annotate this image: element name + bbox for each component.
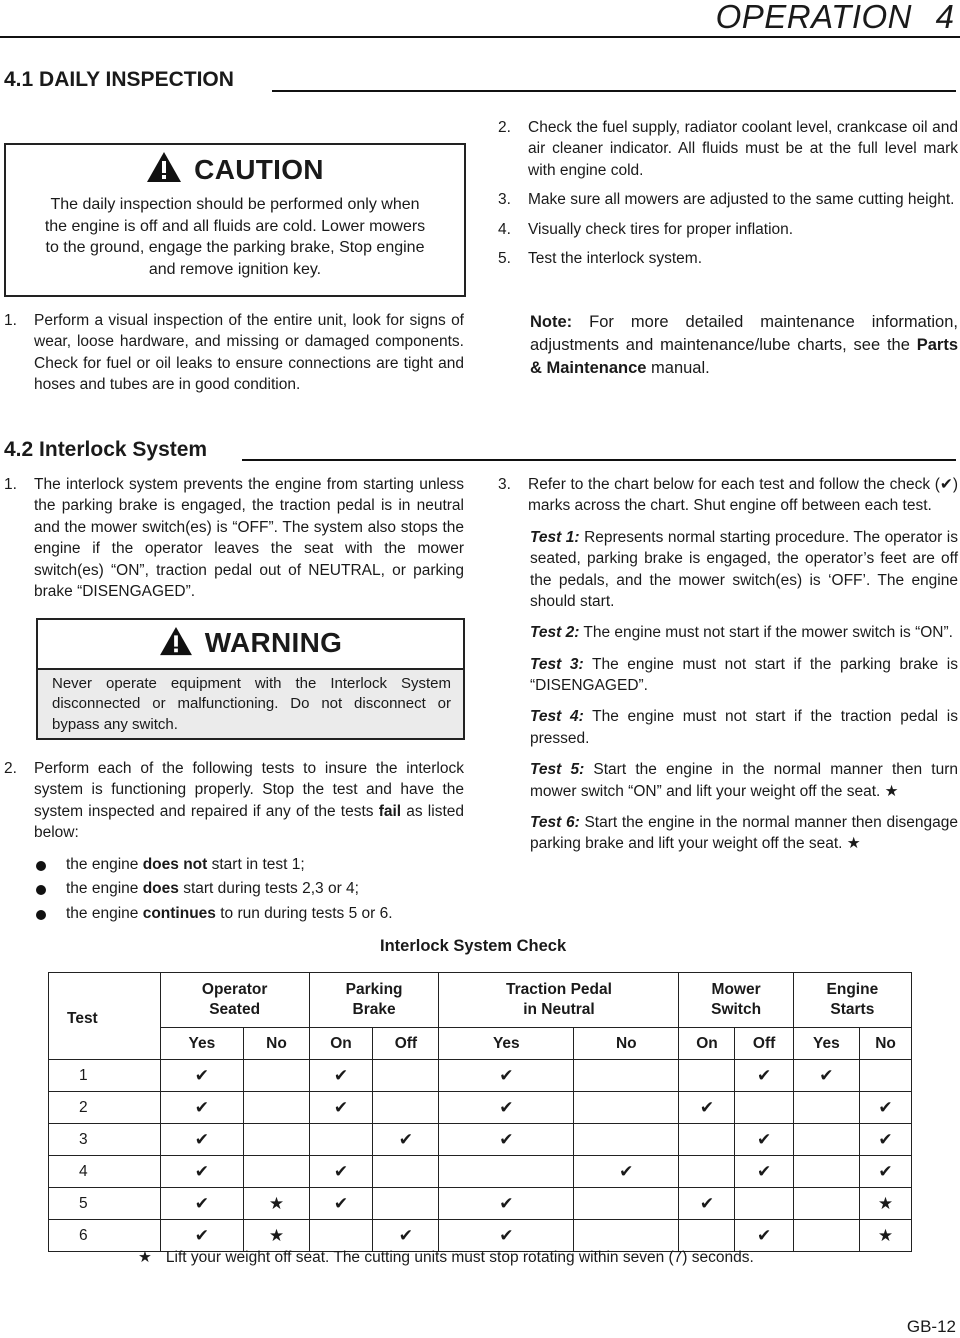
table-cell xyxy=(793,1156,859,1188)
header-line: Parking xyxy=(345,980,403,998)
table-row xyxy=(49,1092,912,1124)
warning-title: WARNING xyxy=(204,627,343,658)
column-subheader: On xyxy=(679,1028,735,1060)
bullet-emphasis: does not xyxy=(142,856,208,873)
test-label: Test 3: xyxy=(530,655,584,673)
bullet-icon xyxy=(36,861,46,871)
header-line: Operator xyxy=(201,980,268,998)
table-cell: ✔ xyxy=(439,1060,574,1092)
table-cell xyxy=(244,1060,309,1092)
item-number: 1. xyxy=(4,312,17,329)
table-cell xyxy=(574,1060,679,1092)
table-cell: ✔ xyxy=(679,1092,735,1124)
table-cell: ★ xyxy=(244,1188,309,1220)
star-icon: ★ xyxy=(138,1249,152,1266)
note-label: Note: xyxy=(530,313,573,331)
failure-conditions-list xyxy=(36,854,466,927)
table-row xyxy=(49,1188,912,1220)
caution-title-row xyxy=(6,151,464,190)
table-cell: ✔ xyxy=(860,1092,912,1124)
bullet-text: the engine xyxy=(66,904,143,922)
list-item xyxy=(36,903,466,924)
footnote-text: Lift your weight off seat. The cutting units must stop rotating within seven (7) seconds. xyxy=(165,1249,754,1266)
column-subheader: Yes xyxy=(793,1028,859,1060)
test-label: Test 5: xyxy=(530,761,585,779)
caution-line: The daily inspection should be performed only when xyxy=(50,195,420,213)
inspection-item xyxy=(498,219,958,240)
header-line: Starts xyxy=(830,1001,875,1018)
test-number-cell: 4 xyxy=(49,1156,161,1188)
caution-text xyxy=(6,194,464,282)
test-text: The engine must not start if the parking brake is “DISENGAGED”. xyxy=(530,655,959,694)
table-cell: ✔ xyxy=(735,1124,793,1156)
table-cell: ✔ xyxy=(439,1124,574,1156)
table-cell: ✔ xyxy=(160,1092,244,1124)
test-label: Test 6: xyxy=(530,813,580,831)
header-line: Mower xyxy=(711,980,761,998)
inspection-item xyxy=(4,310,464,396)
bullet-emphasis: continues xyxy=(142,904,216,922)
header-chapter-number: 4 xyxy=(935,0,954,35)
item-number: 3. xyxy=(498,191,511,209)
item-number: 3. xyxy=(498,476,511,493)
table-cell xyxy=(373,1188,439,1220)
note-text: For more detailed maintenance information, adjustments and maintenance/lube charts, see the xyxy=(530,313,958,354)
item-number: 1. xyxy=(4,476,17,493)
table-row xyxy=(49,1124,912,1156)
warning-triangle-icon xyxy=(146,151,182,183)
section-heading-daily-inspection: 4.1 DAILY INSPECTION xyxy=(4,68,234,91)
table-cell xyxy=(373,1060,439,1092)
table-subheader-row xyxy=(49,1028,912,1060)
table-cell xyxy=(244,1092,309,1124)
header-line: in Neutral xyxy=(523,1001,595,1018)
table-cell: ✔ xyxy=(793,1060,859,1092)
caution-line: and remove ignition key. xyxy=(148,261,322,279)
warning-text: Never operate equipment with the Interlock System disconnected or malfunctioning. Do not disconnect or bypass any switch. xyxy=(52,675,451,733)
inspection-item xyxy=(498,117,958,181)
interlock-item xyxy=(4,758,464,844)
table-cell xyxy=(574,1092,679,1124)
table-cell: ✔ xyxy=(160,1156,244,1188)
column-subheader: Off xyxy=(735,1028,793,1060)
test-number-cell: 5 xyxy=(49,1188,161,1220)
table-cell: ✔ xyxy=(309,1156,373,1188)
item-number: 2. xyxy=(4,760,17,777)
page-header xyxy=(0,0,960,38)
test-description xyxy=(530,812,958,855)
table-cell xyxy=(679,1156,735,1188)
table-cell xyxy=(793,1092,859,1124)
column-subheader: Yes xyxy=(160,1028,244,1060)
heading-rule xyxy=(272,90,956,92)
table-footnote xyxy=(138,1247,754,1268)
item-text xyxy=(34,758,464,844)
table-cell: ✔ xyxy=(735,1156,793,1188)
column-group-header xyxy=(439,973,679,1028)
interlock-check-table xyxy=(48,972,912,1252)
test-column-header: Test xyxy=(49,973,161,1060)
column-group-header xyxy=(793,973,911,1028)
bullet-icon xyxy=(36,885,46,895)
item-text-part: as listed below: xyxy=(34,802,464,842)
table-cell xyxy=(244,1156,309,1188)
interlock-item xyxy=(4,474,464,602)
test-text: Start the engine in the normal manner then turn mower switch “ON” and lift your weight off the seat. ★ xyxy=(530,761,958,800)
header-line: Switch xyxy=(711,1001,762,1018)
table-cell: ★ xyxy=(244,1220,309,1252)
test-text: Represents normal starting procedure. The operator is seated, parking brake is engaged, the operator’s feet are off the pedals, and the mower switch(es) is ‘OFF’. The engine should start. xyxy=(530,528,958,610)
note-manual-name: Parts & Maintenance xyxy=(530,335,958,377)
table-cell: ✔ xyxy=(160,1124,244,1156)
table-cell: ✔ xyxy=(735,1060,793,1092)
caution-title: CAUTION xyxy=(194,154,324,185)
bullet-text: the engine xyxy=(66,856,143,873)
item-text: Refer to the chart below for each test and follow the check (✔) marks across the chart. Shut engine off between each test. xyxy=(528,476,958,515)
table-body xyxy=(49,1060,912,1252)
table-cell: ✔ xyxy=(373,1124,439,1156)
table-row xyxy=(49,1060,912,1092)
column-group-header xyxy=(160,973,309,1028)
table-cell: ✔ xyxy=(574,1156,679,1188)
column-subheader: No xyxy=(244,1028,309,1060)
warning-box xyxy=(36,618,465,740)
table-cell xyxy=(679,1124,735,1156)
table-cell: ✔ xyxy=(160,1188,244,1220)
interlock-item xyxy=(498,474,958,517)
table-cell: ✔ xyxy=(160,1060,244,1092)
table-cell xyxy=(309,1124,373,1156)
table-cell xyxy=(793,1124,859,1156)
bullet-text: the engine xyxy=(66,880,143,898)
item-text: Make sure all mowers are adjusted to the same cutting height. xyxy=(528,191,955,209)
test-description xyxy=(530,706,958,749)
table-cell: ✔ xyxy=(735,1220,793,1252)
test-label: Test 1: xyxy=(530,528,580,546)
item-text: Test the interlock system. xyxy=(528,249,703,267)
item-number: 2. xyxy=(498,119,511,136)
table-cell: ✔ xyxy=(439,1220,574,1252)
bullet-text: start in test 1; xyxy=(207,856,305,873)
warning-triangle-icon xyxy=(159,626,193,656)
section-heading-interlock-system: 4.2 Interlock System xyxy=(4,438,208,461)
table-header-row xyxy=(49,973,912,1028)
list-item xyxy=(36,878,466,899)
table-cell: ✔ xyxy=(860,1124,912,1156)
test-text: The engine must not start if the mower switch is “ON”. xyxy=(579,624,953,642)
column-group-header xyxy=(309,973,439,1028)
table-cell xyxy=(860,1060,912,1092)
bullet-icon xyxy=(36,910,46,920)
interlock-tests-column xyxy=(498,474,958,855)
table-cell xyxy=(679,1060,735,1092)
list-item xyxy=(36,854,466,875)
table-title: Interlock System Check xyxy=(380,937,567,955)
heading-rule xyxy=(242,459,956,461)
bullet-emphasis: does xyxy=(142,880,179,898)
column-group-header xyxy=(679,973,793,1028)
table-cell: ★ xyxy=(860,1220,912,1252)
inspection-items-right xyxy=(498,117,958,269)
test-label: Test 2: xyxy=(530,624,580,642)
inspection-item xyxy=(498,189,958,210)
test-number-cell: 6 xyxy=(49,1220,161,1252)
test-description xyxy=(530,759,958,802)
item-number: 5. xyxy=(498,249,511,267)
caution-line: to the ground, engage the parking brake, Stop engine xyxy=(45,239,425,257)
item-text: Perform a visual inspection of the entire unit, look for signs of wear, loose hardware, and missing or damaged components. Check for fuel or oil leaks to ensure connections are tight and hoses and tubes are in good condition. xyxy=(34,312,464,394)
table-cell xyxy=(574,1124,679,1156)
item-text: The interlock system prevents the engine from starting unless the parking brake is engaged, the traction pedal is in neutral and the mower switch(es) is “OFF”. The system also stops the engine if the operator leaves the seat with the mower switch(es) “ON”, traction pedal out of NEUTRAL, or parking brake “DISENGAGED”. xyxy=(34,476,464,600)
table-cell xyxy=(735,1092,793,1124)
test-number-cell: 1 xyxy=(49,1060,161,1092)
warning-title-row xyxy=(38,620,463,670)
caution-box xyxy=(4,143,466,297)
bullet-text: start during tests 2,3 or 4; xyxy=(178,880,359,898)
table-cell: ★ xyxy=(860,1188,912,1220)
test-description xyxy=(530,622,958,643)
table-cell: ✔ xyxy=(439,1092,574,1124)
header-line: Seated xyxy=(209,1001,261,1018)
table-cell xyxy=(735,1188,793,1220)
test-text: Start the engine in the normal manner then disengage parking brake and lift your weight off the seat. ★ xyxy=(530,813,958,853)
header-line: Brake xyxy=(352,1001,396,1018)
table-cell xyxy=(793,1188,859,1220)
table-cell xyxy=(574,1188,679,1220)
item-text: Check the fuel supply, radiator coolant level, crankcase oil and air cleaner indicator. All fluids must be at the full level mark with engine cold. xyxy=(528,119,958,179)
table-cell: ✔ xyxy=(373,1220,439,1252)
column-subheader: Yes xyxy=(439,1028,574,1060)
test-description xyxy=(530,654,958,697)
table-row xyxy=(49,1156,912,1188)
test-label: Test 4: xyxy=(530,708,584,726)
test-number-cell: 3 xyxy=(49,1124,161,1156)
table-cell: ✔ xyxy=(309,1092,373,1124)
table-cell: ✔ xyxy=(309,1188,373,1220)
header-section-title: OPERATION xyxy=(715,0,912,35)
bullet-text: to run during tests 5 or 6. xyxy=(215,904,393,922)
item-text-part: Perform each of the following tests to insure the interlock system is functioning properly. Stop the test and have the system inspected and repaired if any of the tests xyxy=(34,760,464,820)
test-number-cell: 2 xyxy=(49,1092,161,1124)
test-description xyxy=(530,527,958,613)
item-text: Visually check tires for proper inflation. xyxy=(528,220,794,238)
table-cell xyxy=(244,1124,309,1156)
caution-line: the engine is off and all fluids are cold. Lower mowers xyxy=(44,217,426,235)
table-cell xyxy=(373,1156,439,1188)
column-subheader: No xyxy=(574,1028,679,1060)
column-subheader: Off xyxy=(373,1028,439,1060)
table-cell: ✔ xyxy=(439,1188,574,1220)
item-text-emphasis: fail xyxy=(378,802,402,820)
item-number: 4. xyxy=(498,220,511,238)
table-cell: ✔ xyxy=(679,1188,735,1220)
table-cell: ✔ xyxy=(309,1060,373,1092)
column-subheader: On xyxy=(309,1028,373,1060)
header-line: Traction Pedal xyxy=(505,980,612,998)
table-cell xyxy=(439,1156,574,1188)
maintenance-note xyxy=(530,311,958,379)
column-subheader: No xyxy=(860,1028,912,1060)
table-cell: ✔ xyxy=(860,1156,912,1188)
test-text: The engine must not start if the traction pedal is pressed. xyxy=(530,708,958,747)
table-cell xyxy=(373,1092,439,1124)
table-cell xyxy=(793,1220,859,1252)
header-line: Engine xyxy=(826,980,879,998)
note-text-end: manual. xyxy=(646,358,710,377)
page-number: GB-12 xyxy=(906,1317,956,1336)
table-cell: ✔ xyxy=(160,1220,244,1252)
inspection-item xyxy=(498,248,958,269)
